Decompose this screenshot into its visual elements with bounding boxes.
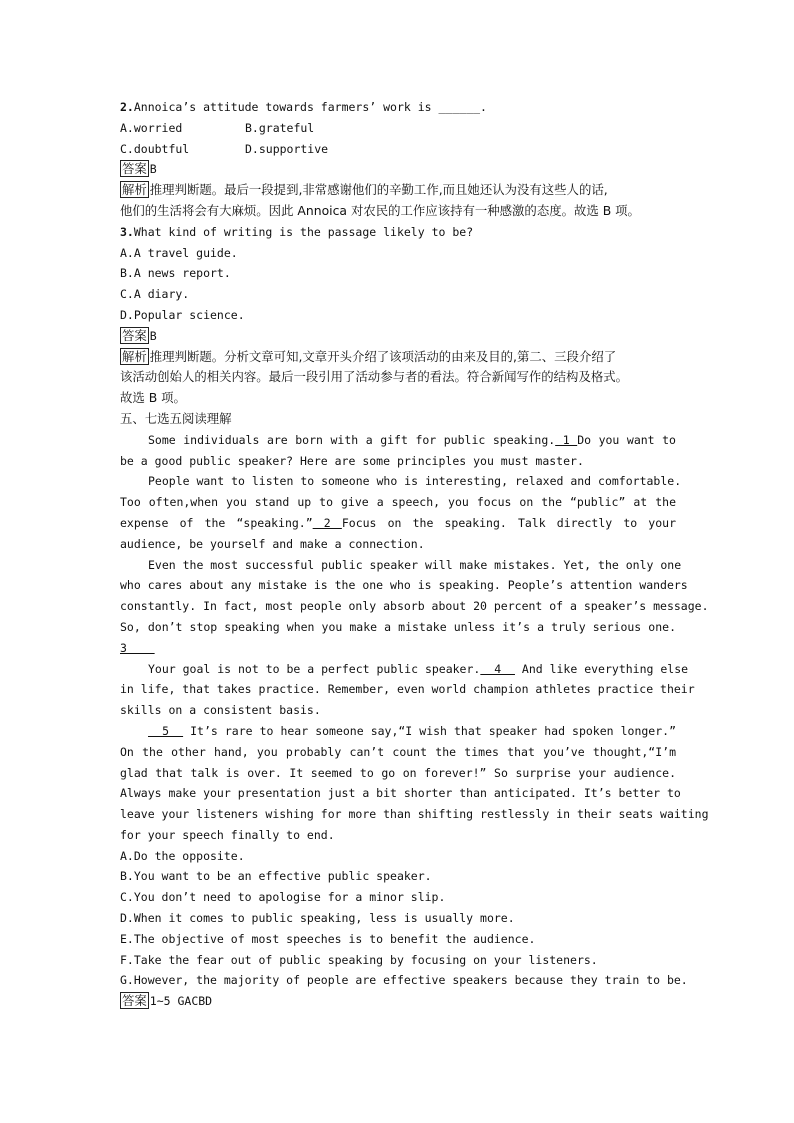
passage-line: constantly. In fact, most people only absorb about 20 percent of a speaker’s message. [120,599,709,614]
blank-4: 4 [480,661,515,676]
passage-line: leave your listeners wishing for more than shifting restlessly in their seats waiting [120,807,709,822]
passage-text: And like everything else [514,661,689,676]
passage-line: audience, be yourself and make a connection. [120,536,425,551]
question-number: 3. [120,224,134,239]
option-d: D.supportive [245,141,329,156]
option-c: C.doubtful [120,141,190,156]
passage-line: Too often,when you stand up to give a speech, you focus on the “public” at the [120,495,676,510]
question-3-stem [120,222,676,243]
passage-text: Do you want to [577,432,676,447]
analysis-text: 推理判断题。分析文章可知,文章开头介绍了该项活动的由来及目的,第二、三段介绍了 [149,348,617,364]
passage-line: for your speech finally to end. [120,827,335,842]
question-2-analysis-line: 他们的生活将会有大麻烦。因此 Annoica 对农民的工作应该持有一种感激的态度。故选 B 项。 [120,202,640,218]
passage-line: skills on a consistent basis. [120,703,321,718]
analysis-tag: 解析 [122,348,147,364]
answer-tag: 答案 [122,327,147,343]
blank-3: 3 [120,640,155,655]
passage-text: expense of the “speaking.” [120,515,313,530]
option-a: A.worried [120,120,183,135]
blank-1: 1 [555,432,578,447]
question-3-analysis-line [120,347,676,368]
passage-line [120,638,676,659]
question-text: What kind of writing is the passage likely to be? [133,224,474,239]
option-d: D.Popular science. [120,307,245,322]
choice-b: B.You want to be an effective public speaker. [120,869,432,884]
document-content [120,97,709,1012]
choice-e: E.The objective of most speeches is to benefit the audience. [120,931,536,946]
analysis-text: 推理判断题。最后一段提到,非常感谢他们的辛勤工作,而且她还认为没有这些人的话, [149,182,608,198]
question-2-options-row1 [120,118,676,139]
choice-g: G.However, the majority of people are effective speakers because they train to be. [120,973,688,988]
section-heading: 五、七选五阅读理解 [120,410,232,426]
question-2-answer [120,159,676,180]
passage-line [120,430,676,451]
question-3-answer [120,326,676,347]
passage-text: Some individuals are born with a gift for public speaking. [148,432,556,447]
blank-5: 5 [148,723,184,738]
choice-f: F.Take the fear out of public speaking by focusing on your listeners. [120,952,598,967]
passage-line [120,659,689,680]
analysis-tag: 解析 [122,182,147,198]
choice-c: C.You don’t need to apologise for a minor slip. [120,890,446,905]
passage-line [120,721,676,742]
choice-d: D.When it comes to public speaking, less is usually more. [120,911,515,926]
passage-text: Your goal is not to be a perfect public speaker. [148,661,481,676]
answer-tag: 答案 [122,161,147,177]
passage-line: Even the most successful public speaker will make mistakes. Yet, the only one [148,557,682,572]
answer-tag: 答案 [122,993,147,1009]
passage-line: glad that talk is over. It seemed to go on forever!” So surprise your audience. [120,765,676,780]
passage-text: It’s rare to hear someone say,“I wish that speaker had spoken longer.” [183,723,677,738]
passage-line [120,513,676,534]
option-b: B.grateful [245,120,315,135]
question-number: 2. [120,100,134,114]
option-b: B.A news report. [120,266,231,281]
passage-line: People want to listen to someone who is interesting, relaxed and comfortable. [148,474,682,489]
option-a: A.A travel guide. [120,245,238,260]
passage-line: in life, that takes practice. Remember, even world champion athletes practice their [120,682,695,697]
question-3-analysis-line: 该活动创始人的相关内容。最后一段引用了活动参与者的看法。符合新闻写作的结构及格式。 [120,369,629,385]
option-c: C.A diary. [120,287,190,302]
question-2-stem [120,97,676,118]
question-3-analysis-line: 故选 B 项。 [120,390,186,406]
passage-line: On the other hand, you probably can’t count the times that you’ve thought,“I’m [120,744,676,759]
answer-value: B [149,162,157,177]
answer-value: B [149,328,157,343]
passage-line: be a good public speaker? Here are some principles you must master. [120,453,584,468]
final-answer [120,991,676,1012]
passage-line: So, don’t stop speaking when you make a mistake unless it’s a truly serious one. [120,619,676,634]
question-2-analysis-line [120,180,676,201]
passage-line: who cares about any mistake is the one who is speaking. People’s attention wanders [120,578,688,593]
passage-line: Always make your presentation just a bit shorter than anticipated. It’s better to [120,786,681,801]
question-text: Annoica’s attitude towards farmers’ work is ______. [133,100,487,114]
question-2-options-row2 [120,139,676,160]
answer-value: 1~5 GACBD [149,994,213,1009]
passage-text: Focus on the speaking. Talk directly to your [341,515,676,530]
choice-a: A.Do the opposite. [120,848,245,863]
blank-2: 2 [312,515,342,530]
